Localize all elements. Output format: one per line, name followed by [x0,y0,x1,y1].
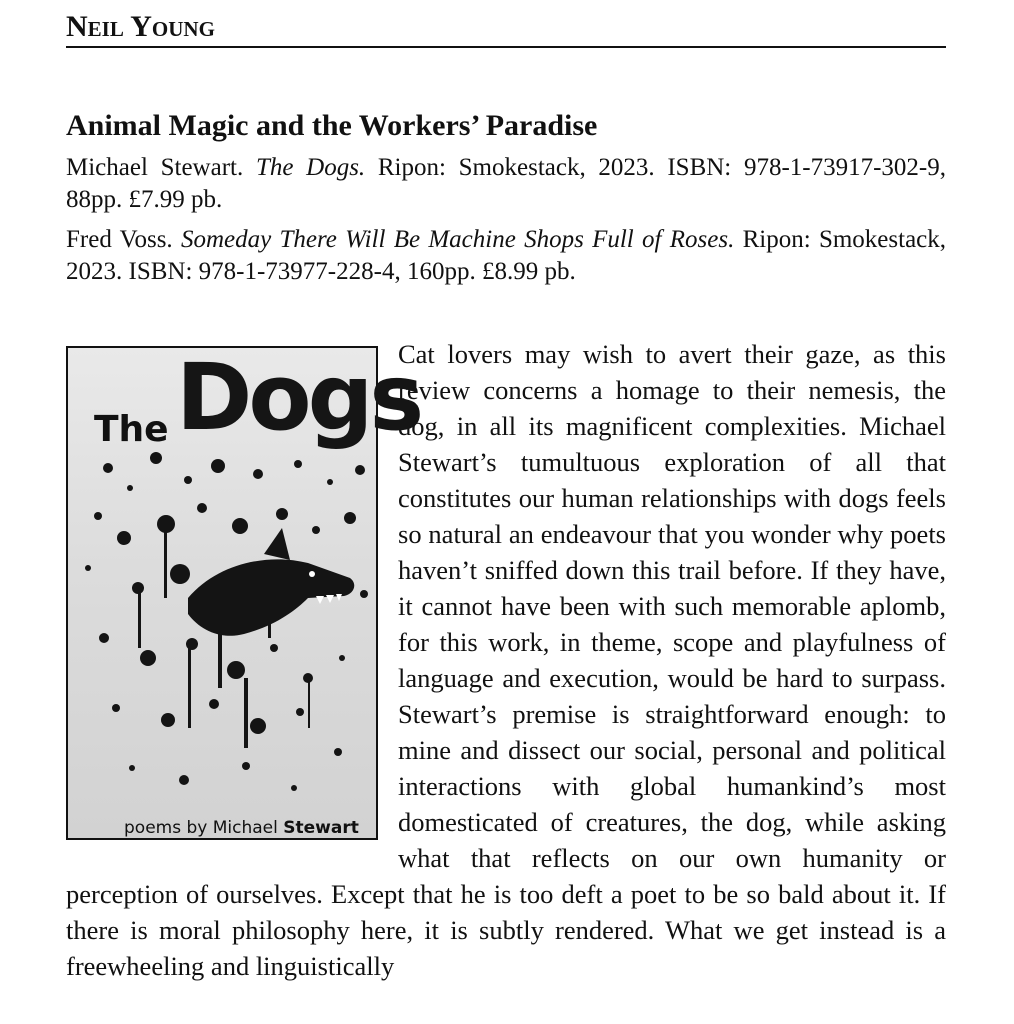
citation-2-author: Fred Voss. [66,226,173,253]
citation-1 [66,152,946,216]
citation-1-book-title: The Dogs. [255,154,366,181]
running-head [66,4,946,48]
cover-author-surname: Stewart [283,818,359,838]
citation-1-details: Ripon: Smokestack, 2023. ISBN: 978-1-73917-302-9, 88pp. £7.99 pb. [66,154,946,213]
citation-2-book-title: Someday There Will Be Machine Shops Full of Roses. [180,226,735,253]
cover-title-dogs: Dogs [176,344,421,451]
citation-2 [66,224,946,288]
citation-2-details: Ripon: Smokestack, 2023. ISBN: 978-1-73977-228-4, 160pp. £8.99 pb. [66,226,947,285]
citation-1-author: Michael Stewart. [66,154,244,181]
running-head-author: Neil Young [66,10,215,43]
review-body-text: Cat lovers may wish to avert their gaze, as this review concerns a homage to their nemesis, the dog, in all its magnificent complexities. Michael Stewart’s tumultuous exploration of all that constitutes our human relationships with dogs feels so natural an endeavour that you wonder why poets haven’t sniffed down this trail before. If they have, it cannot have been with such memorable aplomb, for this work, in theme, scope and playfulness of language and execution, would be hard to surpass. Stewart’s premise is straightforward enough: to mine and dissect our social, personal and political interactions with global humankind’s most domesticated of creatures, the dog, while asking what that reflects on our own humanity or perception of ourselves. Except that he is too deft a poet to be so bald about it. If there is moral philosophy here, it is subtly rendered. What we get instead is a freewheeling and linguistically [66,339,946,981]
review-title: Animal Magic and the Workers’ Paradise [66,109,598,142]
review-body [66,336,946,984]
cover-byline-prefix: poems by Michael [124,818,278,838]
cover-byline [124,810,359,846]
book-cover-image [66,344,421,840]
cover-title-the: The [94,409,169,450]
